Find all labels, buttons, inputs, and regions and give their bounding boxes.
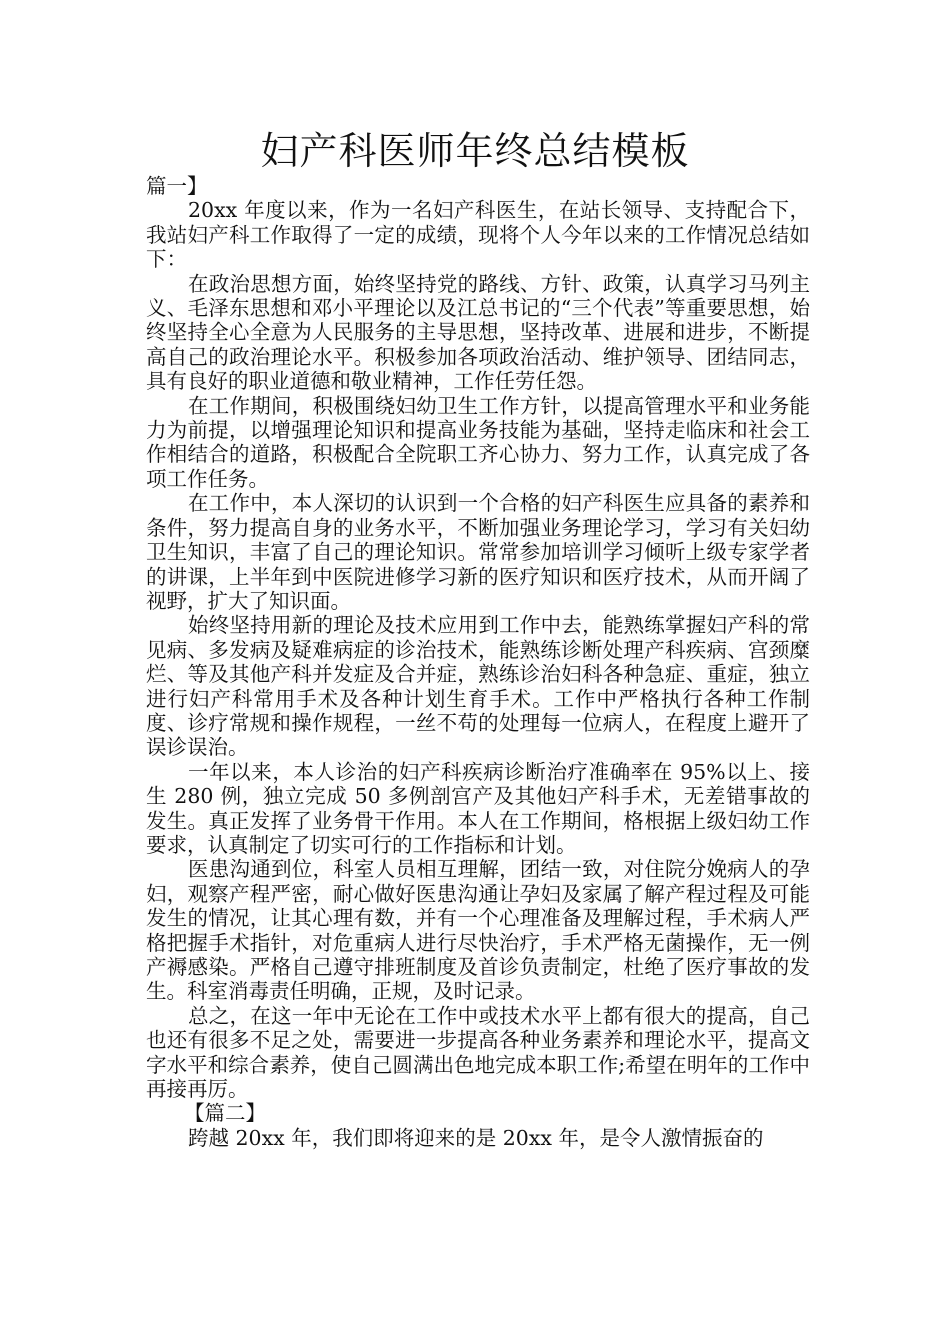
paragraph: 20xx 年度以来，作为一名妇产科医生，在站长领导、支持配合下，我站妇产科工作取得了一定的成绩，现将个人今年以来的工作情况总结如下： xyxy=(146,198,810,272)
paragraph: 一年以来，本人诊治的妇产科疾病诊断治疗准确率在 95%以上、接生 280 例，独立完成 50 多例剖宫产及其他妇产科手术，无差错事故的发生。真正发挥了业务骨干作用。本人在工作期间，格根据上级妇幼工作要求，认真制定了切实可行的工作指标和计划。 xyxy=(146,759,810,857)
document-title: 妇产科医师年终总结模板 xyxy=(260,129,690,173)
section-marker-1: 篇一】 xyxy=(146,174,208,198)
paragraph: 医患沟通到位，科室人员相互理解，团结一致，对住院分娩病人的孕妇，观察产程严密，耐心做好医患沟通让孕妇及家属了解产程过程及可能发生的情况，让其心理有数，并有一个心理准备及理解过程，手术病人严格把握手术指针，对危重病人进行尽快治疗，手术严格无菌操作，无一例产褥感染。严格自己遵守排班制度及首诊负责制定，杜绝了医疗事故的发生。科室消毒责任明确，正规，及时记录。 xyxy=(146,857,810,1004)
paragraph: 始终坚持用新的理论及技术应用到工作中去，能熟练掌握妇产科的常见病、多发病及疑难病症的诊治技术，能熟练诊断处理产科疾病、宫颈糜烂、等及其他产科并发症及合并症，熟练诊治妇科各种急症、重症，独立进行妇产科常用手术及各种计划生育手术。工作中严格执行各种工作制度、诊疗常规和操作规程，一丝不苟的处理每一位病人，在程度上避开了误诊误治。 xyxy=(146,613,810,760)
paragraph: 总之，在这一年中无论在工作中或技术水平上都有很大的提高，自己也还有很多不足之处，需要进一步提高各种业务素养和理论水平，提高文字水平和综合素养，使自己圆满出色地完成本职工作;希望在明年的工作中再接再厉。 xyxy=(146,1003,810,1102)
paragraph: 跨越 20xx 年，我们即将迎来的是 20xx 年，是令人激情振奋的 xyxy=(188,1125,764,1150)
paragraph: 在工作中，本人深切的认识到一个合格的妇产科医生应具备的素养和条件，努力提高自身的业务水平，不断加强业务理论学习，学习有关妇幼卫生知识，丰富了自己的理论知识。常常参加培训学习倾听上级专家学者的讲课，上半年到中医院进修学习新的医疗知识和医疗技术，从而开阔了视野，扩大了知识面。 xyxy=(146,491,810,613)
document-body xyxy=(146,174,810,1150)
section-marker-2: 【篇二】 xyxy=(184,1101,266,1126)
paragraph: 在政治思想方面，始终坚持党的路线、方针、政策，认真学习马列主义、毛泽东思想和邓小平理论以及江总书记的“三个代表”等重要思想，始终坚持全心全意为人民服务的主导思想，坚持改革、进展和进步，不断提高自己的政治理论水平。积极参加各项政治活动、维护领导、团结同志，具有良好的职业道德和敬业精神，工作任劳任怨。 xyxy=(146,271,810,394)
paragraph: 在工作期间，积极围绕妇幼卫生工作方针，以提高管理水平和业务能力为前提，以增强理论知识和提高业务技能为基础，坚持走临床和社会工作相结合的道路，积极配合全院职工齐心协力、努力工作，认真完成了各项工作任务。 xyxy=(146,393,810,491)
